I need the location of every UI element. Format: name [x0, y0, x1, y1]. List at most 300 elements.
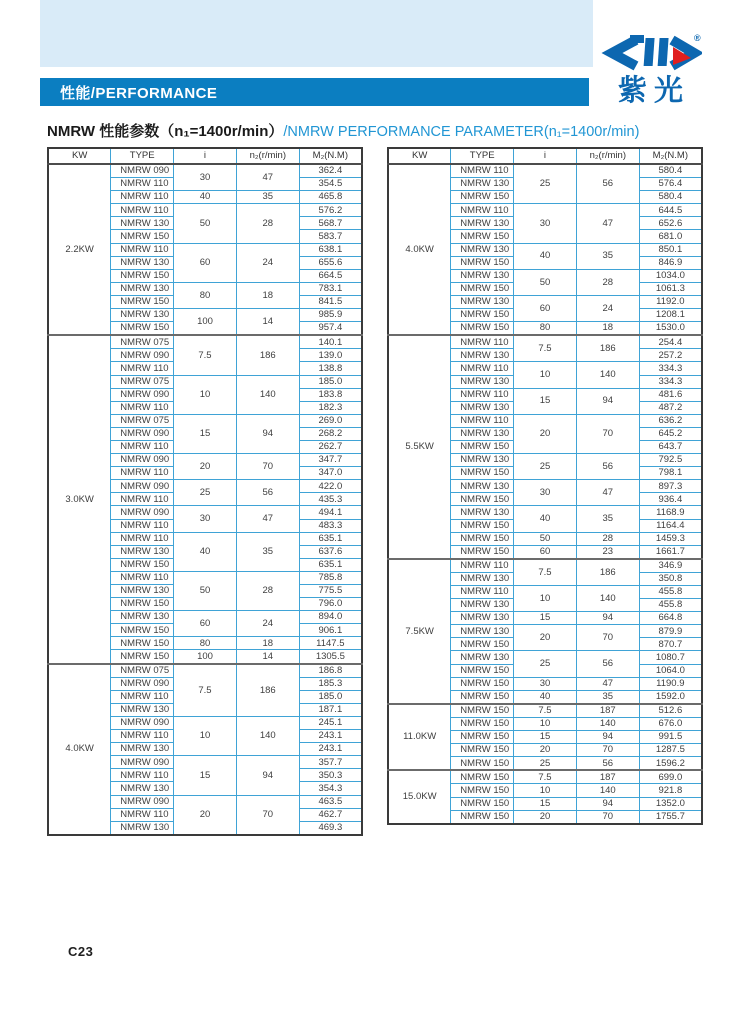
torque-cell: 1352.0	[639, 797, 702, 810]
type-cell: NMRW 130	[451, 217, 514, 230]
torque-cell: 187.1	[299, 703, 362, 716]
torque-cell: 921.8	[639, 784, 702, 797]
torque-cell: 182.3	[299, 401, 362, 414]
torque-cell: 1530.0	[639, 322, 702, 336]
performance-table	[47, 147, 363, 836]
type-cell: NMRW 130	[111, 309, 174, 322]
type-cell: NMRW 150	[451, 731, 514, 744]
type-cell: NMRW 150	[451, 704, 514, 718]
table-row	[48, 164, 362, 178]
ratio-cell: 25	[514, 757, 577, 771]
type-cell: NMRW 130	[111, 585, 174, 598]
speed-cell: 14	[236, 309, 299, 336]
type-cell: NMRW 130	[451, 454, 514, 467]
type-cell: NMRW 075	[111, 375, 174, 388]
torque-cell: 636.2	[639, 414, 702, 427]
type-cell: NMRW 110	[111, 808, 174, 821]
torque-cell: 957.4	[299, 322, 362, 336]
type-cell: NMRW 090	[111, 756, 174, 769]
speed-cell: 187	[576, 770, 639, 784]
type-cell: NMRW 110	[111, 204, 174, 217]
ratio-cell: 30	[174, 506, 237, 532]
torque-cell: 1190.9	[639, 677, 702, 690]
type-cell: NMRW 150	[451, 256, 514, 269]
torque-cell: 798.1	[639, 467, 702, 480]
type-cell: NMRW 130	[451, 480, 514, 493]
ratio-cell: 25	[514, 164, 577, 204]
ratio-cell: 60	[514, 545, 577, 559]
type-cell: NMRW 130	[451, 401, 514, 414]
torque-cell: 1208.1	[639, 309, 702, 322]
type-cell: NMRW 130	[111, 703, 174, 716]
torque-cell: 1080.7	[639, 651, 702, 664]
type-cell: NMRW 130	[111, 217, 174, 230]
torque-cell: 138.8	[299, 362, 362, 375]
speed-cell: 28	[576, 269, 639, 295]
speed-cell: 47	[236, 164, 299, 191]
type-cell: NMRW 150	[451, 493, 514, 506]
speed-cell: 28	[236, 204, 299, 243]
type-cell: NMRW 110	[111, 532, 174, 545]
performance-banner-label: 性能/PERFORMANCE	[60, 84, 218, 102]
speed-cell: 140	[236, 375, 299, 414]
torque-cell: 481.6	[639, 388, 702, 401]
column-header: TYPE	[451, 148, 514, 164]
type-cell: NMRW 110	[111, 191, 174, 204]
column-header: TYPE	[111, 148, 174, 164]
torque-cell: 906.1	[299, 624, 362, 637]
kw-cell: 5.5KW	[388, 335, 451, 559]
type-cell: NMRW 130	[111, 256, 174, 269]
ratio-cell: 20	[514, 744, 577, 757]
title-chinese: NMRW 性能参数（n₁=1400r/min）	[47, 123, 284, 140]
type-cell: NMRW 110	[111, 690, 174, 703]
ratio-cell: 15	[174, 756, 237, 795]
torque-cell: 568.7	[299, 217, 362, 230]
ratio-cell: 50	[174, 204, 237, 243]
speed-cell: 94	[236, 414, 299, 453]
type-cell: NMRW 090	[111, 164, 174, 178]
torque-cell: 936.4	[639, 493, 702, 506]
type-cell: NMRW 130	[451, 599, 514, 612]
type-cell: NMRW 090	[111, 388, 174, 401]
type-cell: NMRW 110	[111, 769, 174, 782]
torque-cell: 186.8	[299, 664, 362, 678]
torque-cell: 346.9	[639, 559, 702, 573]
ratio-cell: 25	[514, 651, 577, 677]
logo-chinese-text: 紫光	[617, 75, 690, 107]
speed-cell: 94	[576, 388, 639, 414]
ratio-cell: 15	[174, 414, 237, 453]
type-cell: NMRW 150	[451, 309, 514, 322]
type-cell: NMRW 130	[451, 612, 514, 625]
type-cell: NMRW 150	[451, 467, 514, 480]
type-cell: NMRW 110	[111, 519, 174, 532]
ratio-cell: 40	[174, 532, 237, 571]
column-header: n₂(r/min)	[236, 148, 299, 164]
torque-cell: 243.1	[299, 730, 362, 743]
type-cell: NMRW 130	[451, 349, 514, 362]
speed-cell: 56	[576, 454, 639, 480]
ratio-cell: 20	[174, 795, 237, 835]
table-row	[48, 664, 362, 678]
torque-cell: 850.1	[639, 243, 702, 256]
speed-cell: 140	[576, 362, 639, 388]
page-number: C23	[68, 944, 94, 959]
type-cell: NMRW 090	[111, 427, 174, 440]
ratio-cell: 50	[514, 532, 577, 545]
type-cell: NMRW 110	[111, 493, 174, 506]
type-cell: NMRW 150	[111, 624, 174, 637]
speed-cell: 186	[236, 335, 299, 375]
ratio-cell: 10	[514, 362, 577, 388]
speed-cell: 94	[576, 731, 639, 744]
type-cell: NMRW 150	[111, 637, 174, 650]
torque-cell: 254.4	[639, 335, 702, 349]
speed-cell: 35	[576, 506, 639, 532]
speed-cell: 35	[576, 243, 639, 269]
speed-cell: 24	[236, 243, 299, 282]
torque-cell: 655.6	[299, 256, 362, 269]
torque-cell: 676.0	[639, 717, 702, 730]
type-cell: NMRW 075	[111, 414, 174, 427]
type-cell: NMRW 130	[451, 651, 514, 664]
speed-cell: 23	[576, 545, 639, 559]
type-cell: NMRW 150	[451, 638, 514, 651]
ratio-cell: 15	[514, 388, 577, 414]
torque-cell: 792.5	[639, 454, 702, 467]
type-cell: NMRW 110	[111, 243, 174, 256]
torque-cell: 645.2	[639, 427, 702, 440]
type-cell: NMRW 130	[451, 572, 514, 585]
zik-logo-icon	[600, 32, 702, 72]
type-cell: NMRW 130	[111, 743, 174, 756]
torque-cell: 487.2	[639, 401, 702, 414]
type-cell: NMRW 110	[451, 335, 514, 349]
torque-cell: 422.0	[299, 480, 362, 493]
ratio-cell: 7.5	[514, 770, 577, 784]
torque-cell: 243.1	[299, 743, 362, 756]
ratio-cell: 40	[174, 191, 237, 204]
column-header: KW	[388, 148, 451, 164]
torque-cell: 1192.0	[639, 295, 702, 308]
torque-cell: 576.4	[639, 178, 702, 191]
type-cell: NMRW 090	[111, 677, 174, 690]
torque-cell: 469.3	[299, 821, 362, 835]
type-cell: NMRW 090	[111, 795, 174, 808]
type-cell: NMRW 110	[451, 388, 514, 401]
ratio-cell: 30	[514, 480, 577, 506]
type-cell: NMRW 110	[451, 559, 514, 573]
torque-cell: 1755.7	[639, 810, 702, 824]
ratio-cell: 10	[514, 717, 577, 730]
torque-cell: 637.6	[299, 545, 362, 558]
type-cell: NMRW 150	[451, 282, 514, 295]
ratio-cell: 40	[514, 243, 577, 269]
torque-cell: 455.8	[639, 586, 702, 599]
speed-cell: 47	[576, 677, 639, 690]
ratio-cell: 50	[174, 571, 237, 610]
type-cell: NMRW 090	[111, 480, 174, 493]
speed-cell: 35	[236, 532, 299, 571]
page-title	[47, 120, 639, 141]
torque-cell: 334.3	[639, 362, 702, 375]
torque-cell: 269.0	[299, 414, 362, 427]
ratio-cell: 7.5	[514, 335, 577, 362]
type-cell: NMRW 130	[111, 282, 174, 295]
ratio-cell: 20	[514, 414, 577, 453]
type-cell: NMRW 130	[451, 269, 514, 282]
type-cell: NMRW 150	[451, 757, 514, 771]
speed-cell: 35	[576, 690, 639, 704]
column-header: i	[174, 148, 237, 164]
type-cell: NMRW 150	[111, 322, 174, 336]
type-cell: NMRW 110	[111, 362, 174, 375]
ratio-cell: 40	[514, 690, 577, 704]
torque-cell: 262.7	[299, 440, 362, 453]
speed-cell: 94	[236, 756, 299, 795]
type-cell: NMRW 130	[111, 611, 174, 624]
title-english: /NMRW PERFORMANCE PARAMETER(n₁=1400r/min)	[283, 124, 640, 140]
ratio-cell: 60	[174, 611, 237, 637]
torque-cell: 635.1	[299, 532, 362, 545]
type-cell: NMRW 150	[111, 295, 174, 308]
torque-cell: 362.4	[299, 164, 362, 178]
kw-cell: 15.0KW	[388, 770, 451, 823]
torque-cell: 643.7	[639, 440, 702, 453]
torque-cell: 775.5	[299, 585, 362, 598]
type-cell: NMRW 090	[111, 349, 174, 362]
torque-cell: 1034.0	[639, 269, 702, 282]
speed-cell: 94	[576, 612, 639, 625]
column-header: n₂(r/min)	[576, 148, 639, 164]
type-cell: NMRW 130	[451, 625, 514, 638]
ratio-cell: 60	[514, 295, 577, 321]
torque-cell: 1661.7	[639, 545, 702, 559]
ratio-cell: 7.5	[174, 664, 237, 717]
type-cell: NMRW 090	[111, 506, 174, 519]
speed-cell: 56	[576, 164, 639, 204]
torque-cell: 644.5	[639, 204, 702, 217]
type-cell: NMRW 110	[451, 362, 514, 375]
torque-cell: 870.7	[639, 638, 702, 651]
kw-cell: 7.5KW	[388, 559, 451, 704]
speed-cell: 140	[576, 717, 639, 730]
registered-mark: ®	[694, 33, 701, 43]
brand-logo	[596, 32, 706, 108]
type-cell: NMRW 110	[111, 440, 174, 453]
ratio-cell: 15	[514, 797, 577, 810]
torque-cell: 635.1	[299, 558, 362, 571]
type-cell: NMRW 110	[111, 178, 174, 191]
ratio-cell: 20	[514, 625, 577, 651]
torque-cell: 350.8	[639, 572, 702, 585]
type-cell: NMRW 110	[451, 164, 514, 178]
ratio-cell: 40	[514, 506, 577, 532]
type-cell: NMRW 150	[111, 269, 174, 282]
speed-cell: 47	[236, 506, 299, 532]
table-row	[48, 335, 362, 349]
type-cell: NMRW 150	[451, 322, 514, 336]
type-cell: NMRW 130	[451, 506, 514, 519]
torque-cell: 783.1	[299, 282, 362, 295]
ratio-cell: 15	[514, 731, 577, 744]
speed-cell: 18	[576, 322, 639, 336]
ratio-cell: 30	[514, 204, 577, 243]
speed-cell: 18	[236, 282, 299, 308]
torque-cell: 846.9	[639, 256, 702, 269]
ratio-cell: 10	[514, 784, 577, 797]
type-cell: NMRW 150	[451, 810, 514, 824]
torque-cell: 334.3	[639, 375, 702, 388]
torque-cell: 583.7	[299, 230, 362, 243]
table-row	[388, 164, 702, 178]
type-cell: NMRW 090	[111, 454, 174, 467]
ratio-cell: 10	[174, 716, 237, 755]
speed-cell: 24	[236, 611, 299, 637]
table-row	[388, 704, 702, 718]
type-cell: NMRW 150	[451, 532, 514, 545]
ratio-cell: 60	[174, 243, 237, 282]
torque-cell: 435.3	[299, 493, 362, 506]
torque-cell: 350.3	[299, 769, 362, 782]
torque-cell: 1305.5	[299, 650, 362, 664]
type-cell: NMRW 130	[451, 295, 514, 308]
speed-cell: 47	[576, 480, 639, 506]
speed-cell: 24	[576, 295, 639, 321]
ratio-cell: 30	[514, 677, 577, 690]
column-header: KW	[48, 148, 111, 164]
type-cell: NMRW 150	[451, 784, 514, 797]
speed-cell: 94	[576, 797, 639, 810]
torque-cell: 494.1	[299, 506, 362, 519]
type-cell: NMRW 150	[451, 191, 514, 204]
torque-cell: 1287.5	[639, 744, 702, 757]
torque-cell: 1164.4	[639, 519, 702, 532]
type-cell: NMRW 075	[111, 335, 174, 349]
speed-cell: 70	[576, 625, 639, 651]
kw-cell: 11.0KW	[388, 704, 451, 770]
torque-cell: 185.0	[299, 690, 362, 703]
torque-cell: 879.9	[639, 625, 702, 638]
kw-cell: 4.0KW	[388, 164, 451, 335]
ratio-cell: 100	[174, 650, 237, 664]
torque-cell: 357.7	[299, 756, 362, 769]
torque-cell: 991.5	[639, 731, 702, 744]
speed-cell: 70	[576, 744, 639, 757]
torque-cell: 245.1	[299, 716, 362, 729]
speed-cell: 56	[576, 651, 639, 677]
speed-cell: 28	[576, 532, 639, 545]
column-header: i	[514, 148, 577, 164]
ratio-cell: 10	[514, 586, 577, 612]
torque-cell: 354.3	[299, 782, 362, 795]
type-cell: NMRW 150	[111, 598, 174, 611]
torque-cell: 652.6	[639, 217, 702, 230]
speed-cell: 140	[576, 586, 639, 612]
speed-cell: 70	[576, 810, 639, 824]
type-cell: NMRW 150	[451, 690, 514, 704]
type-cell: NMRW 130	[111, 782, 174, 795]
type-cell: NMRW 150	[451, 744, 514, 757]
torque-cell: 985.9	[299, 309, 362, 322]
torque-cell: 183.8	[299, 388, 362, 401]
type-cell: NMRW 150	[111, 650, 174, 664]
speed-cell: 70	[236, 454, 299, 480]
type-cell: NMRW 110	[451, 414, 514, 427]
torque-cell: 664.8	[639, 612, 702, 625]
type-cell: NMRW 130	[111, 821, 174, 835]
torque-cell: 664.5	[299, 269, 362, 282]
ratio-cell: 30	[174, 164, 237, 191]
type-cell: NMRW 150	[451, 677, 514, 690]
speed-cell: 28	[236, 571, 299, 610]
ratio-cell: 15	[514, 612, 577, 625]
speed-cell: 140	[236, 716, 299, 755]
torque-cell: 681.0	[639, 230, 702, 243]
type-cell: NMRW 150	[451, 440, 514, 453]
torque-cell: 354.5	[299, 178, 362, 191]
speed-cell: 14	[236, 650, 299, 664]
type-cell: NMRW 150	[451, 519, 514, 532]
torque-cell: 785.8	[299, 571, 362, 584]
torque-cell: 576.2	[299, 204, 362, 217]
type-cell: NMRW 110	[451, 204, 514, 217]
torque-cell: 638.1	[299, 243, 362, 256]
torque-cell: 1061.3	[639, 282, 702, 295]
type-cell: NMRW 130	[451, 178, 514, 191]
torque-cell: 462.7	[299, 808, 362, 821]
type-cell: NMRW 110	[111, 571, 174, 584]
type-cell: NMRW 130	[451, 243, 514, 256]
kw-cell: 3.0KW	[48, 335, 111, 663]
type-cell: NMRW 130	[451, 375, 514, 388]
performance-table-right	[387, 147, 703, 825]
speed-cell: 70	[236, 795, 299, 835]
kw-cell: 4.0KW	[48, 664, 111, 835]
torque-cell: 512.6	[639, 704, 702, 718]
speed-cell: 186	[236, 664, 299, 717]
torque-cell: 483.3	[299, 519, 362, 532]
column-header: M₂(N.M)	[299, 148, 362, 164]
torque-cell: 841.5	[299, 295, 362, 308]
torque-cell: 140.1	[299, 335, 362, 349]
type-cell: NMRW 150	[451, 717, 514, 730]
type-cell: NMRW 110	[111, 401, 174, 414]
performance-banner	[40, 78, 589, 106]
table-row	[388, 335, 702, 349]
torque-cell: 1147.5	[299, 637, 362, 650]
torque-cell: 347.0	[299, 467, 362, 480]
torque-cell: 894.0	[299, 611, 362, 624]
ratio-cell: 7.5	[174, 335, 237, 375]
torque-cell: 796.0	[299, 598, 362, 611]
torque-cell: 185.0	[299, 375, 362, 388]
speed-cell: 70	[576, 414, 639, 453]
table-row	[388, 770, 702, 784]
ratio-cell: 25	[514, 454, 577, 480]
ratio-cell: 100	[174, 309, 237, 336]
ratio-cell: 20	[514, 810, 577, 824]
torque-cell: 897.3	[639, 480, 702, 493]
torque-cell: 1592.0	[639, 690, 702, 704]
speed-cell: 56	[576, 757, 639, 771]
ratio-cell: 10	[174, 375, 237, 414]
performance-table-left	[47, 147, 363, 836]
speed-cell: 56	[236, 480, 299, 506]
torque-cell: 465.8	[299, 191, 362, 204]
type-cell: NMRW 150	[111, 230, 174, 243]
